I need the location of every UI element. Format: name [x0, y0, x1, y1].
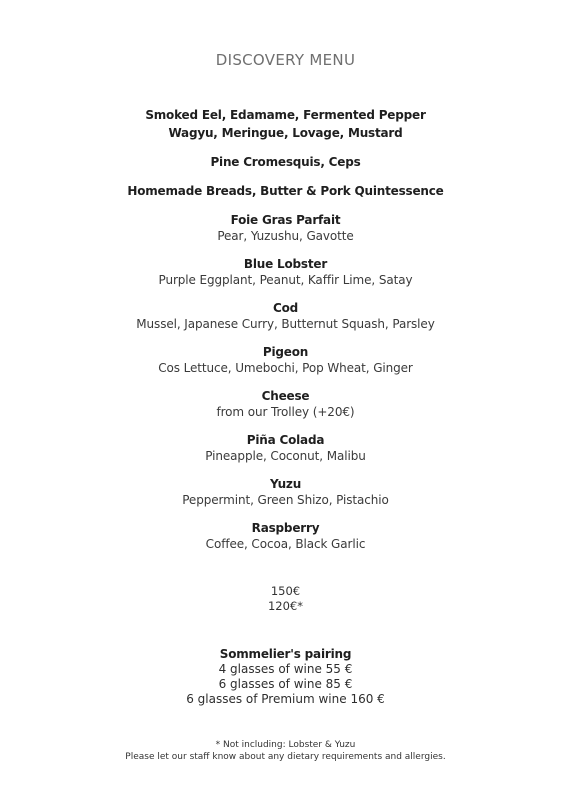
course-description: Mussel, Japanese Curry, Butternut Squash, Parsley	[136, 317, 435, 331]
course-description: Pear, Yuzushu, Gavotte	[217, 229, 354, 243]
course-description: Peppermint, Green Shizo, Pistachio	[182, 493, 389, 507]
menu-price-reduced: 120€*	[267, 599, 304, 613]
course-description: Pineapple, Coconut, Malibu	[205, 449, 366, 463]
pairing-option: 6 glasses of Premium wine 160 €	[186, 692, 385, 706]
footnote-allergies: Please let our staff know about any dietary requirements and allergies.	[125, 752, 446, 762]
course-description: from our Trolley (+20€)	[216, 405, 355, 419]
breads-course: Homemade Breads, Butter & Pork Quintessence	[127, 184, 444, 198]
course-description: Cos Lettuce, Umebochi, Pop Wheat, Ginger	[158, 361, 413, 375]
pairing-option: 6 glasses of wine 85 €	[218, 677, 353, 691]
course-name: Raspberry	[251, 521, 320, 535]
course-name: Cheese	[261, 389, 310, 403]
course-name: Cod	[272, 301, 299, 315]
menu-price: 150€	[270, 584, 301, 598]
course-name: Blue Lobster	[243, 257, 328, 271]
snack-line-2: Wagyu, Meringue, Lovage, Mustard	[168, 126, 403, 140]
pine-course: Pine Cromesquis, Ceps	[210, 155, 361, 169]
course-description: Purple Eggplant, Peanut, Kaffir Lime, Satay	[158, 273, 413, 287]
course-name: Yuzu	[269, 477, 302, 491]
course-name: Pigeon	[262, 345, 309, 359]
course-name: Foie Gras Parfait	[230, 213, 341, 227]
menu-title: DISCOVERY MENU	[215, 51, 356, 69]
course-description: Coffee, Cocoa, Black Garlic	[205, 537, 366, 551]
pairing-option: 4 glasses of wine 55 €	[218, 662, 353, 676]
snack-line-1: Smoked Eel, Edamame, Fermented Pepper	[145, 108, 426, 122]
footnote-exclusions: * Not including: Lobster & Yuzu	[215, 740, 356, 750]
course-name: Piña Colada	[246, 433, 325, 447]
pairing-title: Sommelier's pairing	[219, 647, 352, 661]
